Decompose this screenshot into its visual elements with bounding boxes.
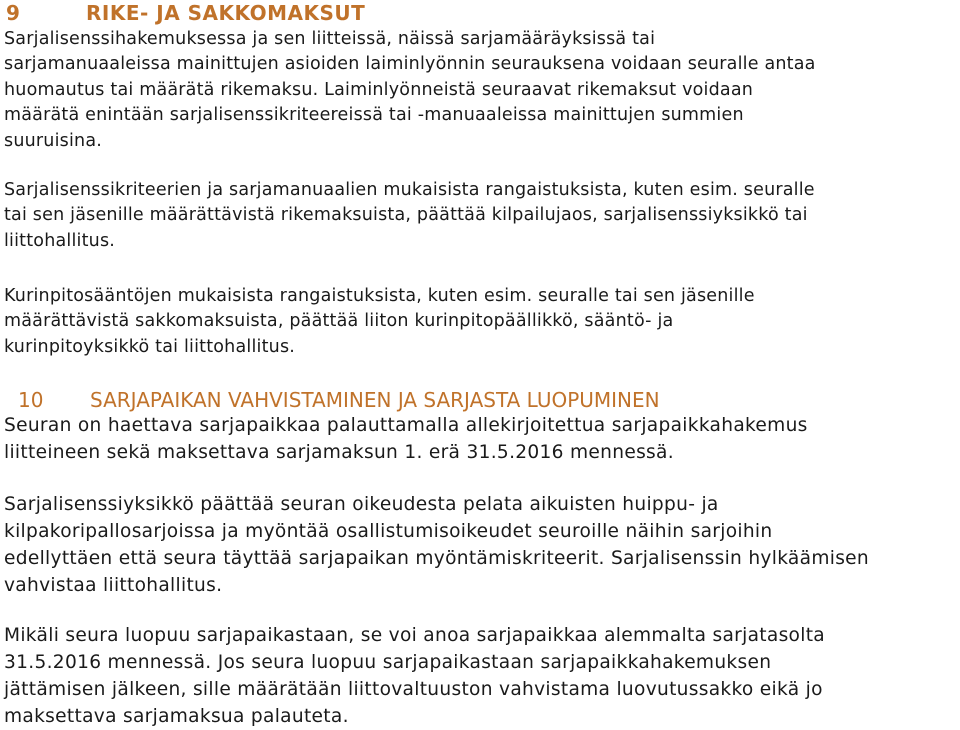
paragraph-rikemaksu: Sarjalisenssihakemuksessa ja sen liitteissä, näissä sarjamääräyksissä tai sarjamanuaaleissa mainittujen asioiden laiminlyönnin seurauksena voidaan seuralle antaa huomautus tai määrätä rikemaksu. Laiminlyönneistä seuraavat rikemaksut voidaan määrätä enintään sarjalisenssikriteereissä tai -manuaaleissa mainittujen summien suuruisina. [4, 29, 816, 151]
section-title: RIKE- JA SAKKOMAKSUT [86, 1, 366, 25]
paragraph-rangaistukset: Sarjalisenssikriteerien ja sarjamanuaalien mukaisista rangaistuksista, kuten esim. seuralle tai sen jäsenille määrättävistä rikemaksuista, päättää kilpailujaos, sarjalisenssiyksikkö tai liittohallitus. [4, 180, 815, 251]
section-heading-9 [4, 1, 365, 25]
section-number: 9 [6, 1, 21, 25]
paragraph-luopuminen: Mikäli seura luopuu sarjapaikastaan, se voi anoa sarjapaikkaa alemmalta sarjatasolta 31.5.2016 mennessä. Jos seura luopuu sarjapaikastaan sarjapaikkahakemuksen jättämisen jälkeen, sille määrätään liittovaltuuston vahvistama luovutussakko eikä jo maksettava sarjamaksua palauteta. [4, 625, 825, 727]
paragraph-sarjapaikkahakemus: Seuran on haettava sarjapaikkaa palauttamalla allekirjoitettua sarjapaikkahakemus liitteineen sekä maksettava sarjamaksun 1. erä 31.5.2016 mennessä. [4, 415, 808, 463]
paragraph-kurinpito: Kurinpitosääntöjen mukaisista rangaistuksista, kuten esim. seuralle tai sen jäsenille määrättävistä sakkomaksuista, päättää liiton kurinpitopäällikkö, sääntö- ja kurinpitoyksikkö tai liittohallitus. [4, 286, 755, 357]
paragraph-sarjalisenssi: Sarjalisenssiyksikkö päättää seuran oikeudesta pelata aikuisten huippu- ja kilpakoripallosarjoissa ja myöntää osallistumisoikeudet seuroille näihin sarjoihin edellyttäen että seura täyttää sarjapaikan myöntämiskriteerit. Sarjalisenssin hylkäämisen vahvistaa liittohallitus. [4, 494, 870, 596]
section-number: 10 [18, 388, 44, 412]
section-title: SARJAPAIKAN VAHVISTAMINEN JA SARJASTA LUOPUMINEN [90, 388, 660, 412]
section-heading-10 [4, 388, 660, 412]
